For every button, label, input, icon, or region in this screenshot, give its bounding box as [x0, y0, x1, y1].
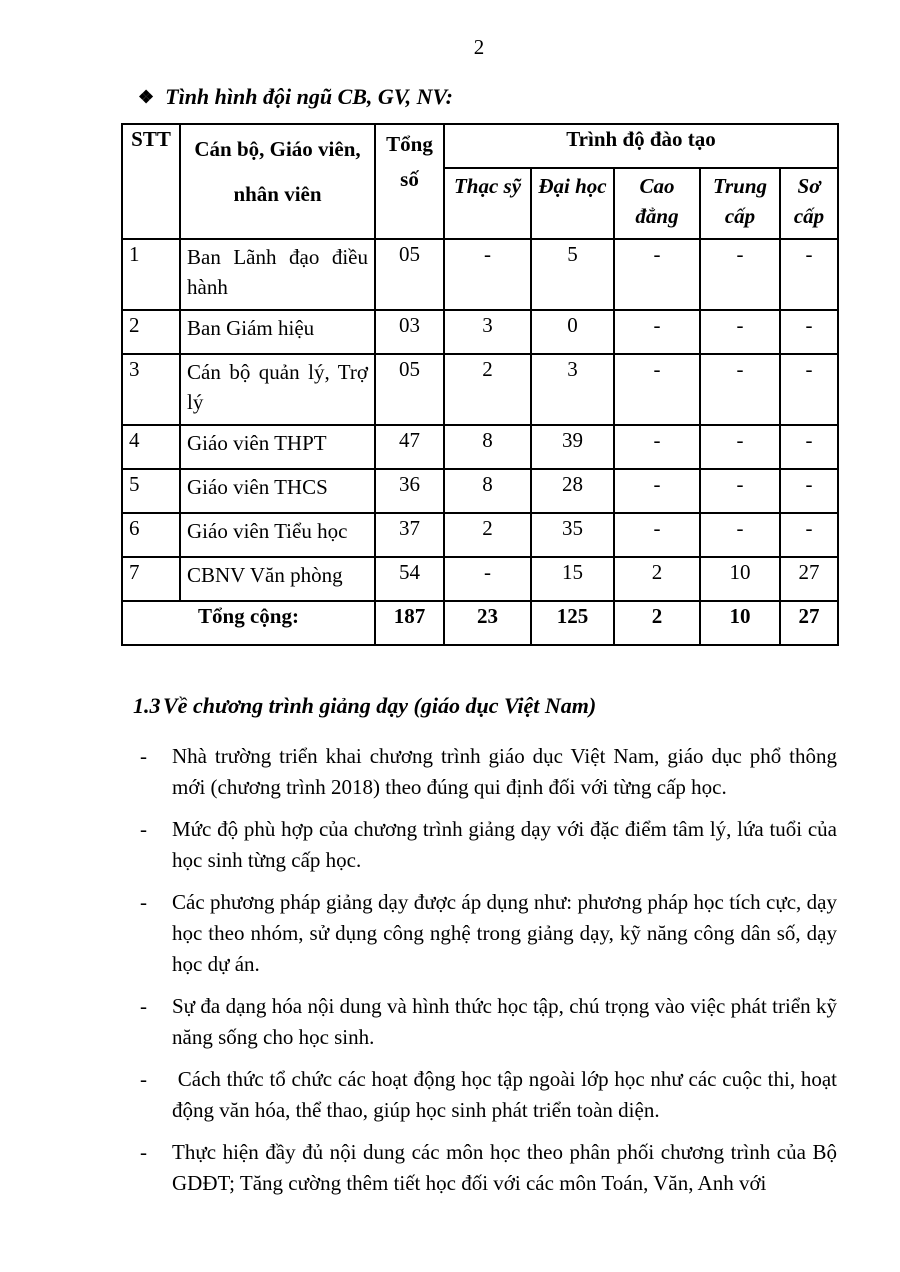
row-name: Giáo viên THCS: [180, 469, 375, 513]
list-item-text: Sự đa dạng hóa nội dung và hình thức học tập, chú trọng vào việc phát triển kỹ năng sống cho học sinh.: [172, 994, 837, 1049]
row-name: Ban Lãnh đạo điều hành: [180, 239, 375, 310]
row-college: -: [614, 310, 700, 354]
table-row: [122, 239, 838, 310]
staff-section-heading: [138, 84, 837, 110]
row-elementary: -: [780, 239, 838, 310]
row-intermediate: -: [700, 425, 780, 469]
row-elementary: -: [780, 310, 838, 354]
row-total: 05: [375, 239, 444, 310]
dash-bullet-icon: -: [140, 744, 147, 768]
footer-university: 125: [531, 601, 614, 645]
row-stt: 4: [122, 425, 180, 469]
dash-bullet-icon: -: [140, 817, 147, 841]
footer-total: 187: [375, 601, 444, 645]
row-university: 3: [531, 354, 614, 425]
section-number: 1.3: [133, 693, 161, 718]
curriculum-bullet-list: [121, 741, 837, 1199]
row-elementary: -: [780, 513, 838, 557]
list-item-text: Thực hiện đầy đủ nội dung các môn học theo phân phối chương trình của Bộ GDĐT; Tăng cường thêm tiết học đối với các môn Toán, Văn, Anh với: [172, 1140, 837, 1195]
row-total: 47: [375, 425, 444, 469]
col-header-stt: STT: [122, 124, 180, 239]
row-college: -: [614, 513, 700, 557]
row-university: 28: [531, 469, 614, 513]
footer-intermediate: 10: [700, 601, 780, 645]
list-item: [121, 814, 837, 876]
dash-bullet-icon: -: [140, 1140, 147, 1164]
row-masters: 8: [444, 425, 531, 469]
footer-masters: 23: [444, 601, 531, 645]
col-header-name-line2: nhân viên: [233, 182, 322, 206]
dash-bullet-icon: -: [140, 994, 147, 1018]
row-elementary: -: [780, 469, 838, 513]
col-header-intermediate: Trung cấp: [700, 168, 780, 239]
list-item: [121, 1064, 837, 1126]
col-header-college: Cao đẳng: [614, 168, 700, 239]
table-row: [122, 557, 838, 601]
col-header-masters: Thạc sỹ: [444, 168, 531, 239]
row-masters: -: [444, 239, 531, 310]
table-footer-row: [122, 601, 838, 645]
row-stt: 7: [122, 557, 180, 601]
row-masters: 2: [444, 354, 531, 425]
dash-bullet-icon: -: [140, 890, 147, 914]
row-name: Cán bộ quản lý, Trợ lý: [180, 354, 375, 425]
list-item: [121, 1137, 837, 1199]
row-college: -: [614, 469, 700, 513]
row-elementary: 27: [780, 557, 838, 601]
col-header-qualification-group: Trình độ đào tạo: [444, 124, 838, 168]
list-item: [121, 991, 837, 1053]
list-item: [121, 741, 837, 803]
row-name: Giáo viên THPT: [180, 425, 375, 469]
row-university: 35: [531, 513, 614, 557]
row-university: 39: [531, 425, 614, 469]
row-elementary: -: [780, 425, 838, 469]
col-header-name-line1: Cán bộ, Giáo viên,: [194, 137, 361, 161]
row-intermediate: -: [700, 354, 780, 425]
row-intermediate: -: [700, 310, 780, 354]
table-row: [122, 310, 838, 354]
row-college: -: [614, 354, 700, 425]
row-intermediate: -: [700, 469, 780, 513]
table-row: [122, 354, 838, 425]
footer-total-label: Tổng cộng:: [122, 601, 375, 645]
table-row: [122, 469, 838, 513]
row-total: 54: [375, 557, 444, 601]
row-masters: 3: [444, 310, 531, 354]
table-row: [122, 513, 838, 557]
col-header-name: [180, 124, 375, 239]
dash-bullet-icon: -: [140, 1067, 147, 1091]
row-stt: 2: [122, 310, 180, 354]
row-university: 0: [531, 310, 614, 354]
footer-college: 2: [614, 601, 700, 645]
list-item-text: Cách thức tổ chức các hoạt động học tập ngoài lớp học như các cuộc thi, hoạt động văn hóa, thể thao, giúp học sinh phát triển toàn diện.: [172, 1067, 837, 1122]
row-total: 37: [375, 513, 444, 557]
row-stt: 5: [122, 469, 180, 513]
table-header-row-1: [122, 124, 838, 168]
section-title: Về chương trình giảng dạy (giáo dục Việt Nam): [163, 693, 597, 718]
page-number: 2: [473, 35, 485, 59]
table-row: [122, 425, 838, 469]
col-header-total: Tổng số: [375, 124, 444, 239]
curriculum-section-heading: [133, 692, 837, 720]
row-elementary: -: [780, 354, 838, 425]
list-item-text: Các phương pháp giảng dạy được áp dụng như: phương pháp học tích cực, dạy học theo nhóm, sử dụng công nghệ trong giảng dạy, kỹ năng công dân số, dạy học dự án.: [172, 890, 837, 976]
row-intermediate: 10: [700, 557, 780, 601]
row-college: 2: [614, 557, 700, 601]
row-stt: 6: [122, 513, 180, 557]
row-masters: 2: [444, 513, 531, 557]
row-total: 05: [375, 354, 444, 425]
row-college: -: [614, 239, 700, 310]
col-header-university: Đại học: [531, 168, 614, 239]
row-university: 15: [531, 557, 614, 601]
row-intermediate: -: [700, 513, 780, 557]
list-item: [121, 887, 837, 980]
diamond-bullet-icon: ❖: [138, 87, 155, 107]
row-intermediate: -: [700, 239, 780, 310]
row-name: Ban Giám hiệu: [180, 310, 375, 354]
row-masters: 8: [444, 469, 531, 513]
row-stt: 1: [122, 239, 180, 310]
footer-elementary: 27: [780, 601, 838, 645]
staff-section-heading-text: Tình hình đội ngũ CB, GV, NV:: [165, 84, 453, 109]
row-masters: -: [444, 557, 531, 601]
row-university: 5: [531, 239, 614, 310]
row-name: Giáo viên Tiểu học: [180, 513, 375, 557]
row-total: 36: [375, 469, 444, 513]
list-item-text: Mức độ phù hợp của chương trình giảng dạy với đặc điểm tâm lý, lứa tuổi của học sinh từng cấp học.: [172, 817, 837, 872]
col-header-elementary: Sơ cấp: [780, 168, 838, 239]
row-college: -: [614, 425, 700, 469]
row-total: 03: [375, 310, 444, 354]
staff-table: [121, 123, 839, 646]
row-stt: 3: [122, 354, 180, 425]
list-item-text: Nhà trường triển khai chương trình giáo dục Việt Nam, giáo dục phổ thông mới (chương trình 2018) theo đúng qui định đối với từng cấp học.: [172, 744, 837, 799]
row-name: CBNV Văn phòng: [180, 557, 375, 601]
